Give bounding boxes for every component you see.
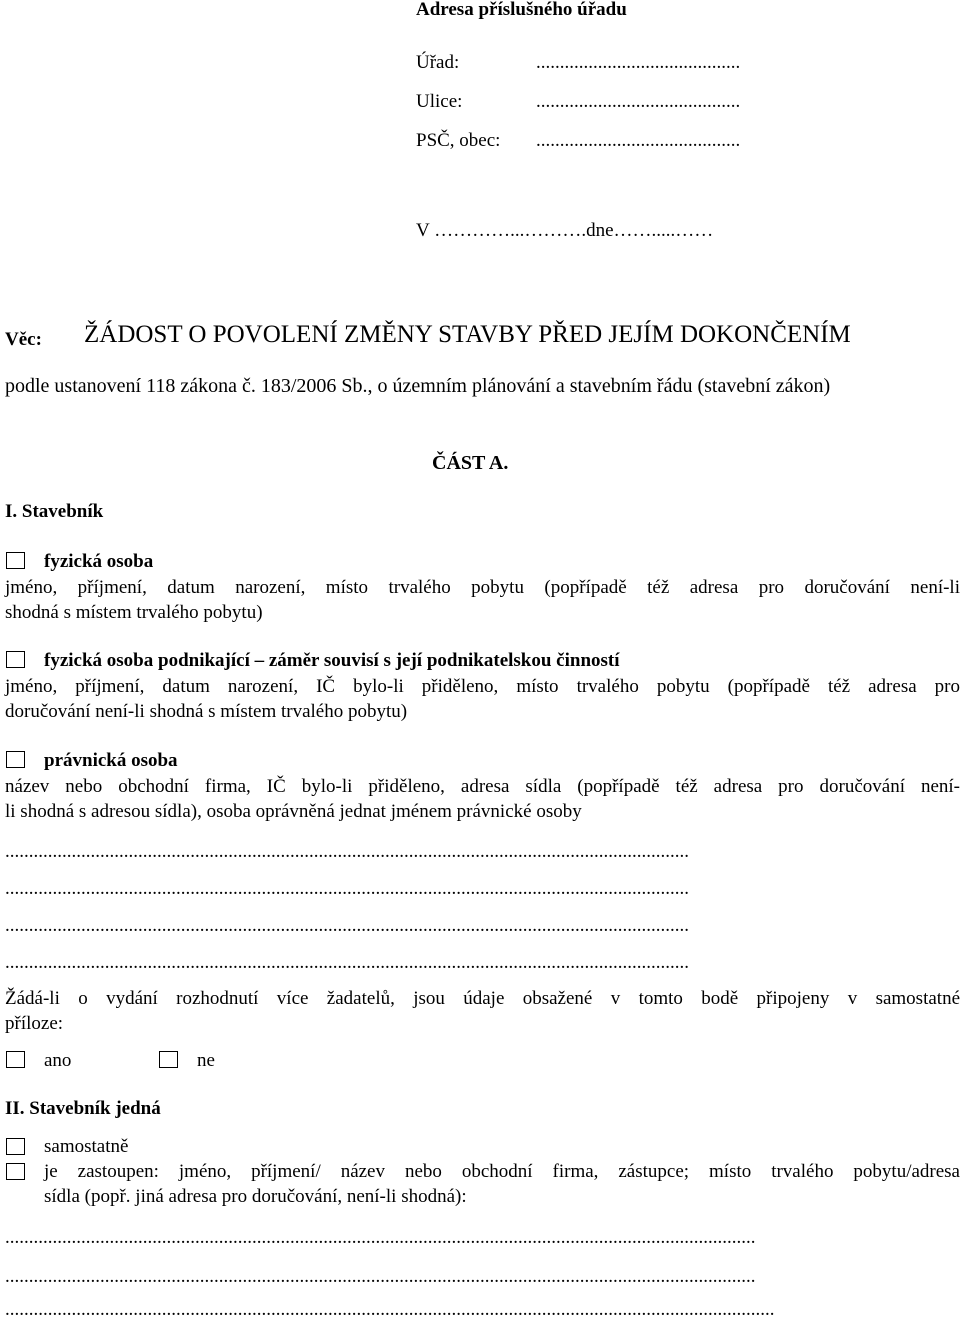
represented-label: je zastoupen: jméno, příjmení/ název nebo obchodní firma, zástupce; místo trvalého pobytu/adresa (44, 1161, 960, 1182)
zip-city-field[interactable]: ........................................... (536, 130, 741, 151)
business-person-description: jméno, příjmení, datum narození, IČ bylo-li přiděleno, místo trvalého pobytu (popřípadě též adresa pro (5, 676, 960, 697)
business-person-checkbox[interactable] (6, 651, 25, 668)
fill-line[interactable]: .............................................................................................................................................................. (5, 1266, 756, 1287)
multiple-applicants-note-cont: příloze: (5, 1013, 64, 1034)
office-field[interactable]: ........................................... (536, 52, 741, 73)
legal-person-label: právnická osoba (44, 750, 178, 771)
section1-heading: I. Stavebník (5, 501, 104, 522)
document-title: ŽÁDOST O POVOLENÍ ZMĚNY STAVBY PŘED JEJÍM DOKONČENÍM (84, 321, 851, 348)
fill-line[interactable]: ................................................................................................................................................ (5, 878, 689, 899)
yes-checkbox[interactable] (6, 1051, 25, 1068)
fill-line[interactable]: ................................................................................................................................................ (5, 915, 689, 936)
yes-label: ano (44, 1050, 72, 1071)
section2-heading: II. Stavebník jedná (5, 1098, 161, 1119)
legal-person-checkbox[interactable] (6, 751, 25, 768)
street-field[interactable]: ........................................... (536, 91, 741, 112)
business-person-description-cont: doručování není-li shodná s místem trvalého pobytu) (5, 701, 408, 722)
fill-line[interactable]: ................................................................................................................................................ (5, 952, 689, 973)
place-date-line[interactable]: V …………...……….dne…….....…… (416, 220, 714, 241)
office-label: Úřad: (416, 52, 460, 73)
legal-person-description: název nebo obchodní firma, IČ bylo-li přiděleno, adresa sídla (popřípadě též adresa pro doručování není- (5, 776, 960, 797)
part-title: ČÁST A. (432, 452, 509, 474)
legal-basis: podle ustanovení 118 zákona č. 183/2006 Sb., o územním plánování a stavebním řádu (stavební zákon) (5, 375, 831, 397)
no-checkbox[interactable] (159, 1051, 178, 1068)
independent-checkbox[interactable] (6, 1138, 25, 1155)
fill-line[interactable]: .............................................................................................................................................................. (5, 1227, 756, 1248)
natural-person-checkbox[interactable] (6, 552, 25, 569)
address-heading: Adresa příslušného úřadu (416, 0, 627, 20)
natural-person-description-cont: shodná s místem trvalého pobytu) (5, 602, 263, 623)
zip-city-label: PSČ, obec: (416, 130, 501, 151)
fill-line[interactable]: ................................................................................................................................................ (5, 841, 689, 862)
represented-checkbox[interactable] (6, 1163, 25, 1180)
business-person-label: fyzická osoba podnikající – záměr souvisí s její podnikatelskou činností (44, 650, 620, 671)
fill-line[interactable]: .................................................................................................................................................................. (5, 1299, 775, 1320)
natural-person-label: fyzická osoba (44, 551, 154, 572)
street-label: Ulice: (416, 91, 463, 112)
independent-label: samostatně (44, 1136, 129, 1157)
no-label: ne (197, 1050, 215, 1071)
natural-person-description: jméno, příjmení, datum narození, místo trvalého pobytu (popřípadě též adresa pro doručování není-li (5, 577, 960, 598)
legal-person-description-cont: li shodná s adresou sídla), osoba oprávněná jednat jménem právnické osoby (5, 801, 582, 822)
multiple-applicants-note: Žádá-li o vydání rozhodnutí více žadatelů, jsou údaje obsažené v tomto bodě připojeny v samostatné (5, 988, 960, 1009)
subject-label: Věc: (5, 329, 42, 350)
represented-label-cont: sídla (popř. jiná adresa pro doručování, není-li shodná): (44, 1186, 467, 1207)
